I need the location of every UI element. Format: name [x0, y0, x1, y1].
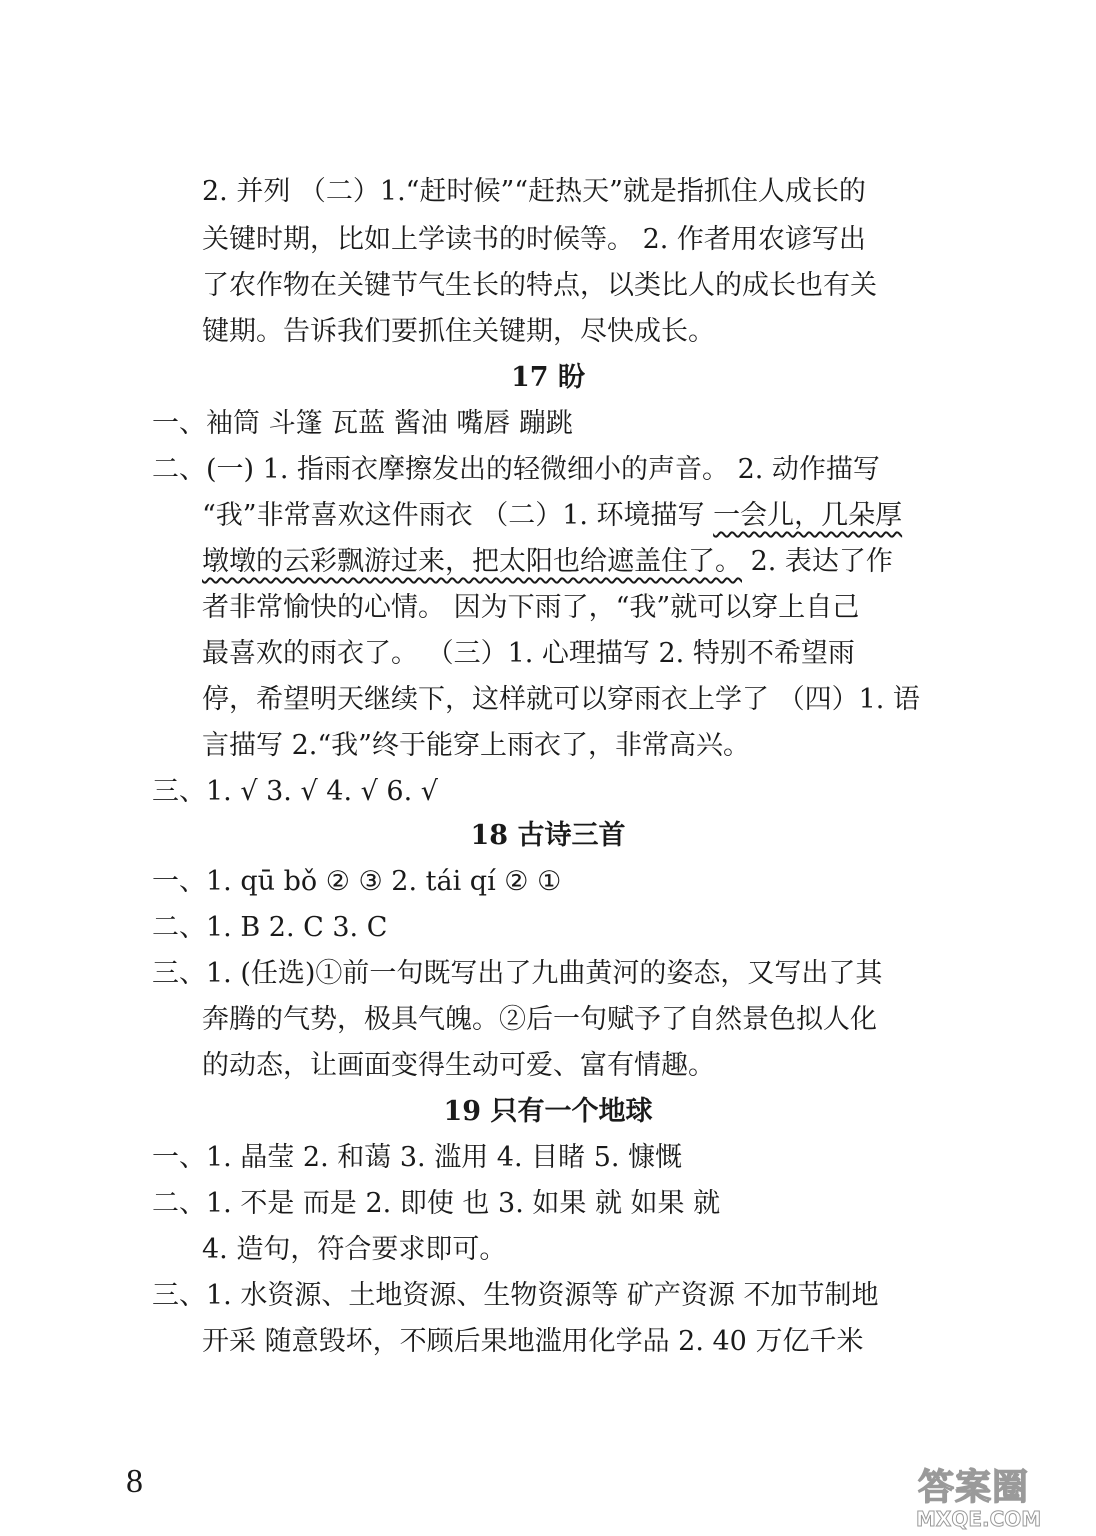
answer-line: 停，希望明天继续下，这样就可以穿雨衣上学了 （四）1. 语 — [202, 684, 920, 715]
answer-line: 者非常愉快的心情。 因为下雨了，“我”就可以穿上自己 — [202, 592, 860, 623]
answer-line: 的动态，让画面变得生动可爱、富有情趣。 — [202, 1050, 715, 1081]
answer-line: 一、1. qū bǒ ② ③ 2. tái qí ② ① — [152, 866, 562, 897]
answer-text: “我”非常喜欢这件雨衣 （二）1. 环境描写 — [202, 500, 714, 531]
answer-line: 二、1. 不是 而是 2. 即使 也 3. 如果 就 如果 就 — [152, 1188, 721, 1219]
wavy-underlined-text: 墩墩的云彩飘游过来，把太阳也给遮盖住了。 — [202, 546, 742, 577]
answer-line: 一、1. 晶莹 2. 和蔼 3. 滥用 4. 目睹 5. 慷慨 — [152, 1142, 683, 1173]
answer-line: 4. 造句，符合要求即可。 — [202, 1234, 507, 1265]
answer-line: 三、1. √ 3. √ 4. √ 6. √ — [152, 776, 438, 807]
section-title-19: 19 只有一个地球 — [443, 1096, 653, 1127]
answer-line: 一、袖筒 斗篷 瓦蓝 酱油 嘴唇 蹦跳 — [152, 408, 573, 439]
answer-text: 2. 表达了作 — [742, 546, 893, 577]
watermark-text: 答案圈 — [918, 1467, 1030, 1508]
wavy-underlined-text: 一会儿，几朵厚 — [713, 500, 903, 531]
answer-line — [202, 544, 893, 580]
answer-line: 三、1. (任选)①前一句既写出了九曲黄河的姿态，又写出了其 — [152, 958, 883, 989]
answer-line: 三、1. 水资源、土地资源、生物资源等 矿产资源 不加节制地 — [152, 1280, 879, 1311]
page-number: 8 — [126, 1463, 143, 1500]
answer-line: 言描写 2.“我”终于能穿上雨衣了，非常高兴。 — [202, 730, 750, 761]
watermark-url: MXQE.COM — [916, 1507, 1042, 1531]
section-title-18: 18 古诗三首 — [470, 820, 626, 851]
watermark-logo — [914, 1468, 1094, 1532]
answer-line: 最喜欢的雨衣了。 （三）1. 心理描写 2. 特别不希望雨 — [202, 638, 855, 669]
answer-line: 开采 随意毁坏，不顾后果地滥用化学品 2. 40 万亿千米 — [202, 1326, 864, 1357]
answer-line: 二、(一) 1. 指雨衣摩擦发出的轻微细小的声音。 2. 动作描写 — [152, 454, 880, 485]
text-line: 了农作物在关键节气生长的特点，以类比人的成长也有关 — [202, 270, 877, 301]
text-line: 2. 并列 （二）1.“赶时候”“赶热天”就是指抓住人成长的 — [202, 176, 866, 207]
text-line: 键期。告诉我们要抓住关键期，尽快成长。 — [202, 316, 715, 347]
answer-line: 奔腾的气势，极具气魄。②后一句赋予了自然景色拟人化 — [202, 1004, 877, 1035]
text-line: 关键时期，比如上学读书的时候等。 2. 作者用农谚写出 — [202, 224, 866, 255]
answer-line — [202, 498, 902, 534]
section-title-17: 17 盼 — [511, 362, 585, 393]
answer-line: 二、1. B 2. C 3. C — [152, 912, 388, 943]
